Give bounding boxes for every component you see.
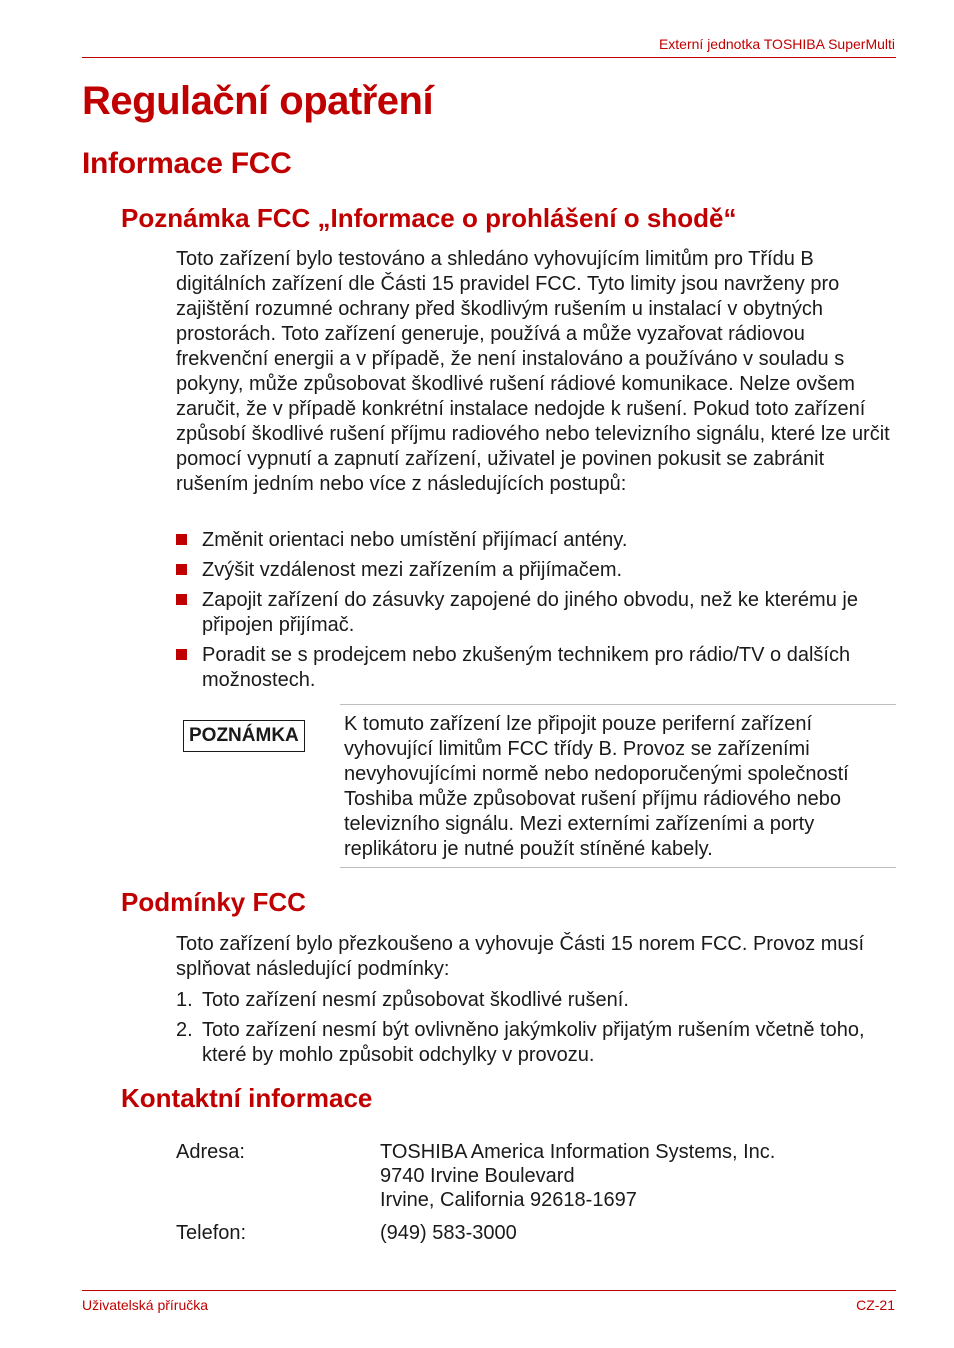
bullet-icon <box>176 649 187 660</box>
list-item-text: Zapojit zařízení do zásuvky zapojené do jiného obvodu, než ke kterému je připojen přijímač. <box>202 589 858 636</box>
page-title: Regulační opatření <box>82 79 434 123</box>
note-divider-top <box>340 704 896 705</box>
phone-value: (949) 583-3000 <box>380 1222 517 1244</box>
list-item <box>176 988 896 1013</box>
address-label: Adresa: <box>176 1141 245 1163</box>
declaration-paragraph: Toto zařízení bylo testováno a shledáno vyhovujícím limitům pro Třídu B digitálních zařízení dle Části 15 pravidel FCC. Tyto limity jsou navrženy pro zajištění rozumné ochrany před škodlivým rušením u instalací v obytných prostorách. Toto zařízení generuje, používá a může vyzařovat rádiovou frekvenční energii a v případě, že není instalováno a používáno v souladu s pokyny, může způsobovat škodlivé rušení rádiové komunikace. Nelze ovšem zaručit, že v případě konkrétní instalace nedojde k rušení. Pokud toto zařízení způsobí škodlivé rušení příjmu radiového nebo televizního signálu, které lze určit pomocí vypnutí a zapnutí zařízení, uživatel je povinen pokusit se zabránit rušením jedním nebo více z následujících postupů: <box>176 248 890 495</box>
list-item <box>176 1018 896 1068</box>
address-row <box>176 1140 896 1212</box>
list-item-number: 2. <box>176 1019 193 1041</box>
footer-title: Uživatelská příručka <box>82 1297 209 1313</box>
list-item <box>176 588 876 638</box>
list-item <box>176 528 876 553</box>
list-item-text: Zvýšit vzdálenost mezi zařízením a přijímačem. <box>202 559 623 581</box>
declaration-heading: Poznámka FCC „Informace o prohlášení o shodě“ <box>121 203 737 233</box>
remedy-list <box>176 528 876 698</box>
conditions-heading: Podmínky FCC <box>121 887 306 917</box>
contact-table <box>176 1140 896 1254</box>
address-line: TOSHIBA America Information Systems, Inc. <box>380 1141 776 1163</box>
list-item-text: Toto zařízení nesmí být ovlivněno jakýmkoliv přijatým rušením včetně toho, které by mohlo způsobit odchylky v provozu. <box>202 1019 865 1066</box>
note-label: POZNÁMKA <box>183 720 305 752</box>
note-text: K tomuto zařízení lze připojit pouze periferní zařízení vyhovující limitům FCC třídy B. Provoz se zařízeními nevyhovujícími normě nebo nedoporučenými společností Toshiba může způsobovat rušení příjmu rádiového nebo televizního signálu. Mezi externími zařízeními a porty replikátoru je nutné použít stíněné kabely. <box>344 713 849 860</box>
bullet-icon <box>176 534 187 545</box>
section-title: Informace FCC <box>82 147 292 180</box>
note-divider-bottom <box>340 867 896 868</box>
bullet-icon <box>176 594 187 605</box>
list-item-text: Toto zařízení nesmí způsobovat škodlivé rušení. <box>202 989 629 1011</box>
list-item <box>176 643 876 693</box>
phone-label: Telefon: <box>176 1222 247 1244</box>
phone-row <box>176 1221 896 1245</box>
running-header: Externí jednotka TOSHIBA SuperMulti <box>658 36 895 52</box>
list-item <box>176 558 876 583</box>
address-line: Irvine, California 92618-1697 <box>380 1189 637 1211</box>
note-box <box>176 704 896 868</box>
address-line: 9740 Irvine Boulevard <box>380 1165 575 1187</box>
conditions-list <box>176 988 896 1073</box>
list-item-number: 1. <box>176 989 193 1011</box>
conditions-paragraph: Toto zařízení bylo přezkoušeno a vyhovuje Části 15 norem FCC. Provoz musí splňovat následující podmínky: <box>176 933 865 980</box>
list-item-text: Poradit se s prodejcem nebo zkušeným technikem pro rádio/TV o dalších možnostech. <box>202 644 851 691</box>
list-item-text: Změnit orientaci nebo umístění přijímací antény. <box>202 529 628 551</box>
page-number: CZ-21 <box>856 1297 895 1313</box>
address-value <box>380 1140 896 1212</box>
bullet-icon <box>176 564 187 575</box>
contact-heading: Kontaktní informace <box>121 1083 373 1113</box>
header-divider <box>82 57 896 58</box>
footer-divider <box>82 1290 896 1291</box>
